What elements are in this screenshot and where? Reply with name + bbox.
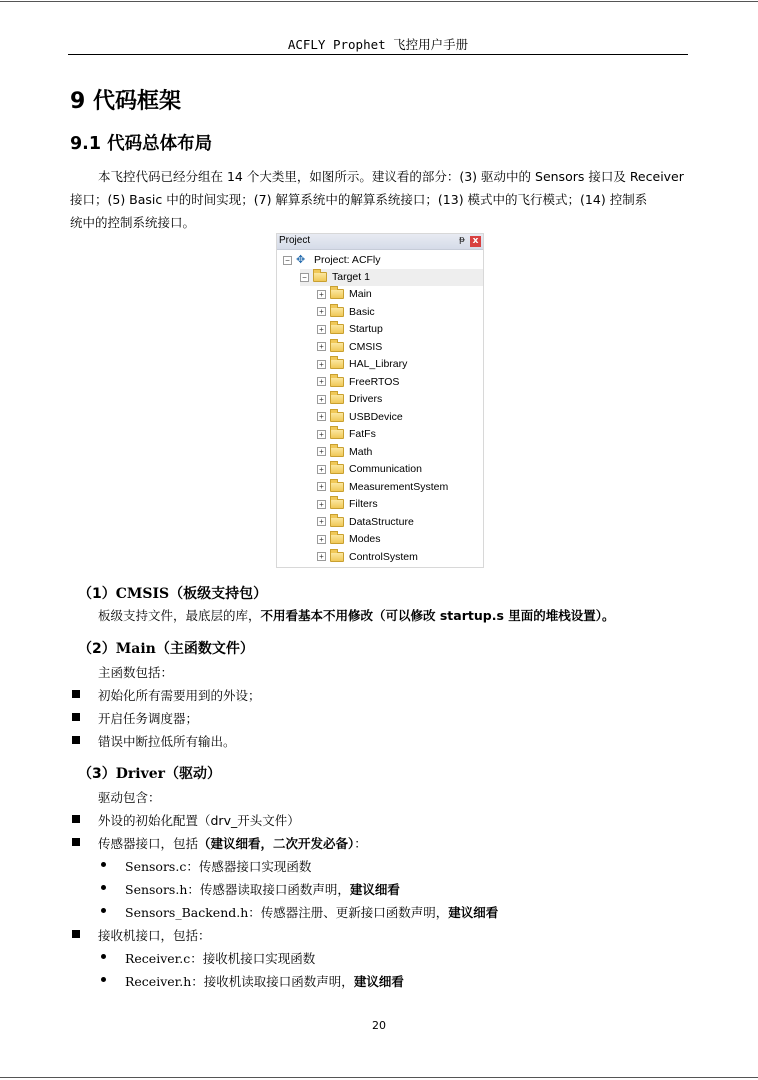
tree-group-label: Basic [349,305,375,318]
expand-icon[interactable]: + [317,500,326,509]
collapse-icon[interactable]: − [283,256,292,265]
bullet-square [72,930,80,938]
intro-line-1: 本飞控代码已经分组在 14 个大类里，如图所示。建议看的部分：(3) 驱动中的 Sensors 接口及 Receiver [98,169,684,184]
project-icon: ✥ [296,254,306,267]
tree-group-row[interactable] [317,339,382,356]
tree-group-row[interactable] [317,461,422,478]
expand-icon[interactable]: + [317,307,326,316]
section-heading: 9.1 代码总体布局 [70,134,213,154]
folder-icon [330,307,344,317]
tree-group-label: Main [349,288,372,300]
tree-group-label: Drivers [349,393,383,405]
tree-target-row[interactable] [300,269,483,286]
tree-group-label: ControlSystem [349,550,418,563]
folder-icon [330,394,344,404]
intro-paragraph [70,165,688,234]
sensors-c-entry: Sensors.c：传感器接口实现函数 [125,859,312,874]
project-label: Project: ACFly [314,254,381,266]
bullet-dot [101,885,106,890]
bullet-square [72,690,80,698]
folder-icon [330,534,344,544]
folder-icon [330,342,344,352]
receiver-h-entry: Receiver.h：接收机读取接口函数声明，建议细看 [125,974,404,989]
expand-icon[interactable]: + [317,447,326,456]
intro-line-2: 接口；(5) Basic 中的时间实现；(7) 解算系统中的解算系统接口；(13) 模式中的飞行模式；(14) 控制系 [70,192,648,207]
folder-icon [330,412,344,422]
folder-icon [330,499,344,509]
folder-icon [330,429,344,439]
cmsis-description: 板级支持文件，最底层的库，不用看基本不用修改（可以修改 startup.s 里面的堆栈设置）。 [98,608,615,623]
tree-group-label: DataStructure [349,515,414,528]
tree-group-row[interactable] [317,549,418,566]
tree-group-row[interactable] [317,374,399,391]
tree-group-row[interactable] [317,356,407,373]
tree-group-label: Communication [349,463,422,475]
collapse-icon[interactable]: − [300,273,309,282]
panel-title: Project [279,235,311,246]
driver-heading: （3）Driver（驱动） [78,766,222,782]
tree-group-label: Modes [349,533,381,545]
folder-icon [330,482,344,492]
bullet-square [72,838,80,846]
tree-group-label: MeasurementSystem [349,480,449,493]
bullet-dot [101,977,106,982]
tree-group-row[interactable] [317,514,414,531]
folder-icon [330,517,344,527]
tree-group-label: CMSIS [349,340,383,353]
expand-icon[interactable]: + [317,517,326,526]
receiver-c-entry: Receiver.c：接收机接口实现函数 [125,951,316,966]
driver-item-receiver: 接收机接口，包括： [98,928,211,943]
bullet-square [72,815,80,823]
page-number: 20 [372,1019,386,1032]
folder-icon [330,289,344,299]
tree-group-row[interactable] [317,444,372,461]
intro-line-3: 统中的控制系统接口。 [70,215,196,230]
expand-icon[interactable]: + [317,535,326,544]
bullet-square [72,713,80,721]
tree-group-label: FatFs [349,428,376,440]
close-icon[interactable]: x [470,236,481,247]
expand-icon[interactable]: + [317,412,326,421]
tree-group-row[interactable] [317,496,378,513]
main-heading: （2）Main（主函数文件） [78,641,254,657]
tree-group-row[interactable] [317,479,448,496]
tree-group-row[interactable] [317,304,375,321]
driver-item-sensors: 传感器接口，包括（建议细看，二次开发必备）： [98,836,367,851]
expand-icon[interactable]: + [317,430,326,439]
expand-icon[interactable]: + [317,482,326,491]
expand-icon[interactable]: + [317,377,326,386]
bullet-dot [101,954,106,959]
expand-icon[interactable]: + [317,395,326,404]
tree-group-row[interactable] [317,531,381,548]
tree-group-row[interactable] [317,391,382,408]
tree-group-row[interactable] [317,426,376,443]
bullet-dot [101,908,106,913]
folder-icon [330,464,344,474]
driver-intro: 驱动包含： [98,790,161,805]
chapter-heading: 9 代码框架 [70,89,181,114]
tree-group-label: Math [349,445,373,458]
expand-icon[interactable]: + [317,325,326,334]
header-rule [68,54,688,55]
tree-group-label: Startup [349,323,383,335]
sensors-backend-entry: Sensors_Backend.h：传感器注册、更新接口函数声明，建议细看 [125,905,499,920]
tree-group-label: HAL_Library [349,358,408,370]
cmsis-heading: （1）CMSIS（板级支持包） [78,586,268,602]
sensors-h-entry: Sensors.h：传感器读取接口函数声明，建议细看 [125,882,400,897]
page-bottom-edge [0,1077,758,1078]
tree-group-label: USBDevice [349,410,403,423]
tree-group-label: FreeRTOS [349,375,400,388]
tree-group-row[interactable] [317,321,383,338]
driver-item-init: 外设的初始化配置（drv_开头文件） [98,813,300,828]
main-item: 开启任务调度器； [98,711,199,726]
page-top-edge [0,1,758,2]
bullet-dot [101,862,106,867]
tree-project-row[interactable] [283,252,381,269]
target-folder-icon [313,272,327,282]
folder-icon [330,447,344,457]
running-header: ACFLY Prophet 飞控用户手册 [287,37,469,52]
main-item: 初始化所有需要用到的外设； [98,688,261,703]
expand-icon[interactable]: + [317,465,326,474]
main-intro: 主函数包括： [98,665,174,680]
project-panel [276,233,484,568]
bullet-square [72,736,80,744]
tree-group-row[interactable] [317,409,403,426]
expand-icon[interactable]: + [317,290,326,299]
folder-icon [330,324,344,334]
folder-icon [330,359,344,369]
expand-icon[interactable]: + [317,342,326,351]
pin-icon[interactable]: ᵽ [458,235,465,245]
panel-titlebar [277,234,483,250]
tree-group-row[interactable] [317,286,372,303]
expand-icon[interactable]: + [317,552,326,561]
folder-icon [330,552,344,562]
folder-icon [330,377,344,387]
target-label: Target 1 [332,271,370,283]
main-item: 错误中断拉低所有输出。 [98,734,236,749]
expand-icon[interactable]: + [317,360,326,369]
tree-group-label: Filters [349,498,378,510]
